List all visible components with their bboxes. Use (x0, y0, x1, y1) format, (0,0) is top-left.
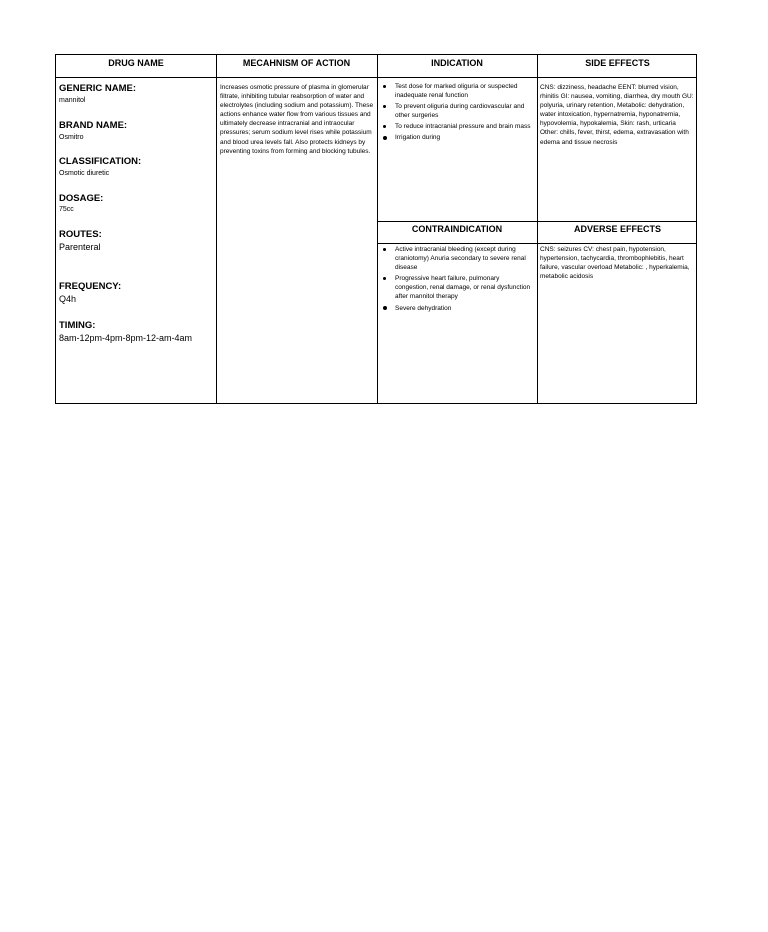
mechanism-text: Increases osmotic pressure of plasma in glomerular filtrate, inhibiting tubular reabsorption of water and electrolytes (including sodium and potassium). These actions enhance water flow from various tissues and ultimately decrease intracranial and intraocular pressures; serum sodium level rises while potassium and blood urea levels fall. Also protects kidneys by preventing toxins from forming and blocking tubules. (220, 84, 374, 155)
brand-name-label: BRAND NAME: (59, 120, 128, 131)
header-divider (56, 77, 696, 78)
indication-item: Irrigation during (378, 133, 534, 142)
frequency-label: FREQUENCY: (59, 281, 122, 292)
timing-value: 8am-12pm-4pm-8pm-12-am-4am (59, 333, 193, 343)
column-divider (216, 55, 217, 403)
routes-value: Parenteral (59, 242, 101, 252)
header-contraindication: CONTRAINDICATION (411, 224, 503, 234)
generic-name-value: mannitol (59, 97, 86, 104)
dosage-label: DOSAGE: (59, 193, 104, 204)
side-effects-text: CNS: dizziness, headache EENT: blurred vision, rhinitis GI: nausea, vomiting, diarrhea, dry mouth GU: polyuria, urinary retention, Metabolic: dehydration, water intoxication, hypernatremia, hyponatremia, hypovolemia, hypokalemia, Skin: rash, urticaria Other: chills, fever, thirst, edema, extravasation with edema and tissue necrosis (540, 84, 694, 146)
contraindication-item: Progressive heart failure, pulmonary congestion, renal damage, or renal dysfunction after mannitol therapy (378, 274, 534, 301)
classification-label: CLASSIFICATION: (59, 156, 142, 167)
header-drug-name: DRUG NAME (108, 58, 164, 68)
generic-name-label: GENERIC NAME: (59, 83, 137, 94)
indication-item: Test dose for marked oliguria or suspected inadequate renal function (378, 82, 534, 100)
indication-item: To prevent oliguria during cardiovascular and other surgeries (378, 102, 534, 120)
contraindication-list (378, 245, 534, 315)
header-adverse-effects: ADVERSE EFFECTS (573, 224, 661, 234)
brand-name-value: Osmitro (59, 134, 84, 141)
row-divider (377, 243, 696, 244)
contraindication-item: Severe dehydration (378, 304, 534, 313)
contraindication-item: Active intracranial bleeding (except during craniotomy) Anuria secondary to severe renal disease (378, 245, 534, 272)
row-divider (377, 221, 696, 222)
header-side-effects: SIDE EFFECTS (585, 58, 650, 68)
frequency-value: Q4h (59, 294, 77, 304)
indication-item: To reduce intracranial pressure and brain mass (378, 122, 534, 131)
routes-label: ROUTES: (59, 229, 102, 240)
header-indication: INDICATION (431, 58, 483, 68)
indication-list (378, 82, 534, 145)
drug-study-table (55, 54, 697, 404)
adverse-effects-text: CNS: seizures CV: chest pain, hypotension, hypertension, tachycardia, thrombophlebitis, heart failure, vascular overload Metabolic: , hyperkalemia, metabolic acidosis (540, 246, 690, 281)
timing-label: TIMING: (59, 320, 96, 331)
header-mechanism: MECAHNISM OF ACTION (242, 58, 351, 68)
classification-value: Osmotic diuretic (59, 170, 110, 177)
dosage-value: 75cc (59, 206, 74, 213)
